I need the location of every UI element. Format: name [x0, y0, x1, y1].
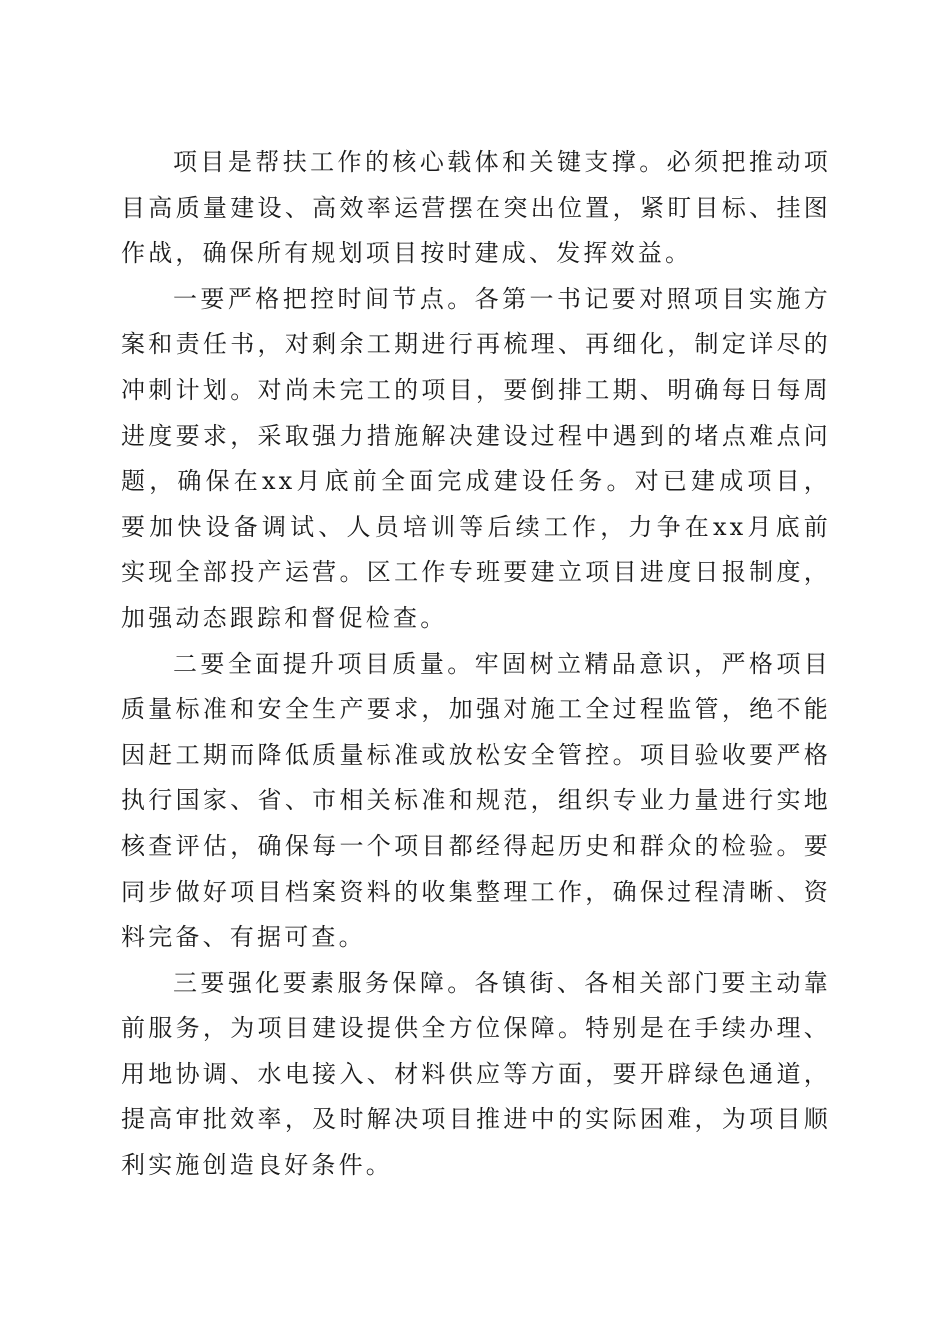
document-body [121, 140, 831, 1189]
paragraph-project-quality: 二要全面提升项目质量。牢固树立精品意识，严格项目质量标准和安全生产要求，加强对施工全过程监管，绝不能因赶工期而降低质量标准或放松安全管控。项目验收要严格执行国家、省、市相关标准和规范，组织专业力量进行实地核查评估，确保每一个项目都经得起历史和群众的检验。要同步做好项目档案资料的收集整理工作，确保过程清晰、资料完备、有据可查。 [121, 649, 831, 952]
paragraph-intro: 项目是帮扶工作的核心载体和关键支撑。必须把推动项目高质量建设、高效率运营摆在突出位置，紧盯目标、挂图作战，确保所有规划项目按时建成、发挥效益。 [121, 148, 831, 268]
paragraph-service-guarantee: 三要强化要素服务保障。各镇街、各相关部门要主动靠前服务，为项目建设提供全方位保障。特别是在手续办理、用地协调、水电接入、材料供应等方面，要开辟绿色通道，提高审批效率，及时解决项目推进中的实际困难，为项目顺利实施创造良好条件。 [121, 968, 831, 1180]
paragraph-time-nodes: 一要严格把控时间节点。各第一书记要对照项目实施方案和责任书，对剩余工期进行再梳理、再细化，制定详尽的冲刺计划。对尚未完工的项目，要倒排工期、明确每日每周进度要求，采取强力措施解决建设过程中遇到的堵点难点问题，确保在xx月底前全面完成建设任务。对已建成项目，要加快设备调试、人员培训等后续工作，力争在xx月底前实现全部投产运营。区工作专班要建立项目进度日报制度，加强动态跟踪和督促检查。 [121, 284, 831, 632]
